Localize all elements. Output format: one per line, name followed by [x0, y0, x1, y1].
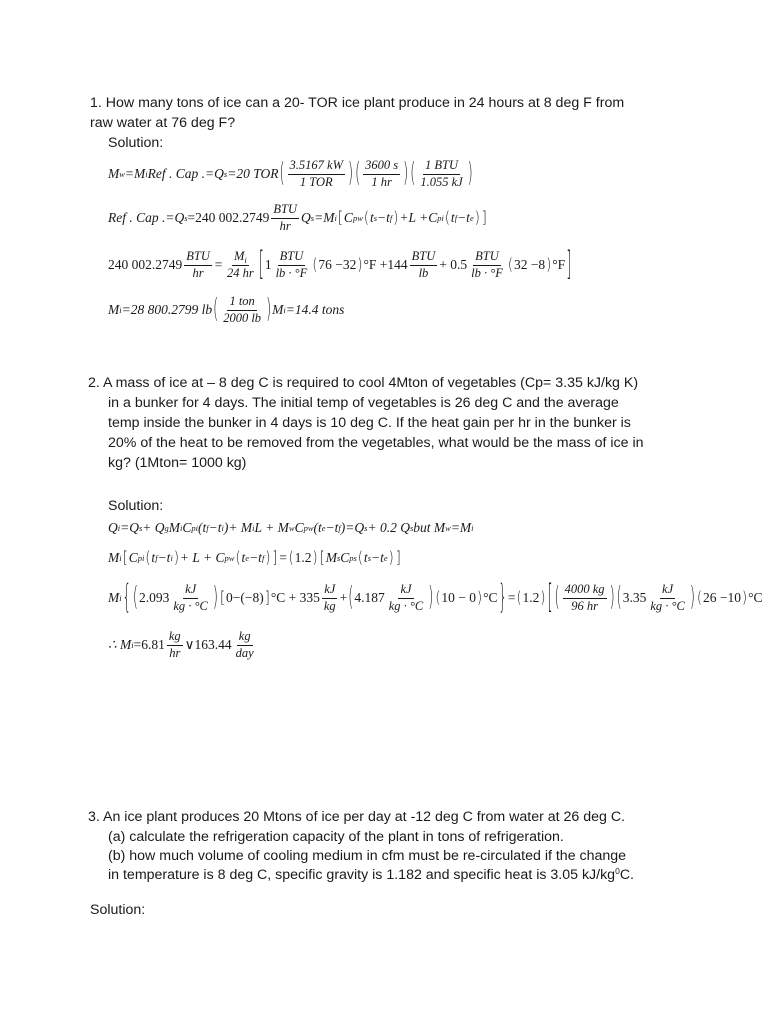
q3-solution-label: Solution: — [90, 902, 146, 918]
q2-text-line-5: kg? (1Mton= 1000 kg) — [108, 455, 247, 471]
q3-text-line-3: (b) how much volume of cooling medium in cfm must be re-circulated if the change — [108, 848, 627, 864]
q1-equation-2: Ref . Cap .=Q s =240 002.2749 $\frac{\text{BTU}}{hr}$ Q s =M i [ C pw ( t s −t f ) +L +C pi ( t f −t e ) ] — [108, 202, 487, 233]
q2-text-line-4: 20% of the heat to be removed from the vegetables, what would be the mass of ice in — [108, 435, 644, 451]
q1-equation-3: 240 002.2749 $\frac{\text{BTU}}{hr}$ = $\frac{M_i}{24 hr}$ [ 1 $\frac{\text{BTU}}{lb \cdot ^\circ F}$ ( 76 −32 ) °F +144 $\frac{\text{BTU}}{lb}$ + 0.5 $\frac{\text{BTU}}{lb \cdot ^\circ F}$ ( 32 −8 ) °F ] — [108, 246, 572, 284]
q2-equation-2: M i [ C pi ( t f −t i ) + L + C pw ( t e −t f ) ] = ( 1.2 ) [ M s C ps ( t s −t e ) ] — [108, 549, 401, 567]
q1-solution-label: Solution: — [108, 135, 164, 151]
q2-equation-3: M i { ( 2.093 $\frac{kJ}{kg \cdot ^\circ C}$ ) [ 0−(−8) ] °C + 335 $\frac{kJ}{kg}$ + ( 4.187 $\frac{kJ}{kg \cdot ^\circ C}$ ) ( 10 − 0 ) °C } = ( 1.2 ) [ ( $\frac{4000 kg}{96 hr}$ ) ( 3.35 $\frac{kJ}{kg \cdot ^\circ C}$ ) ( 26 −10 ) °C — [108, 579, 763, 617]
q2-text-line-2: in a bunker for 4 days. The initial temp of vegetables is 26 deg C and the average — [108, 395, 619, 411]
q3-text-line-4: in temperature is 8 deg C, specific gravity is 1.182 and specific heat is 3.05 $kJ/kg^0C$. — [108, 866, 634, 883]
q1-equation-4: M i =28 800.2799 lb ( $\frac{\text{1 ton}}{2000 lb}$ ) M i =14.4 tons — [108, 294, 345, 326]
q2-text-line-3: temp inside the bunker in 4 days is 10 deg C. If the heat gain per hr in the bunker is — [108, 415, 631, 431]
q1-equation-1: M w =M i Ref . Cap .=Q s =20 TOR ( $\frac{3.5167 kW}{\text{1 TOR}}$ ) ( $\frac{3600 s}{1 hr}$ ) ( $\frac{\text{1 BTU}}{1.055 kJ}$ ) — [108, 158, 473, 190]
q2-text-line-1: 2. A mass of ice at – 8 deg C is required to cool 4Mton of vegetables (Cp= 3.35 kJ/kg K) — [88, 375, 639, 391]
q2-equation-1: Q i =Q s + Q g M i C pi (t f −t i )+ M i L + M w C pw (t e −t f )=Q s + 0.2 Q s but M w =M i — [108, 520, 474, 535]
q2-equation-4: ∴ M i =6.81 $\frac{kg}{hr}$ ∨163.44 $\frac{kg}{\text{day}}$ — [108, 629, 254, 660]
q1-text-line-1: 1. How many tons of ice can a 20- TOR ice plant produce in 24 hours at 8 deg F from — [90, 95, 625, 111]
q2-solution-label: Solution: — [108, 498, 164, 514]
q1-text-line-2: raw water at 76 deg F? — [90, 115, 236, 131]
q3-text-line-2: (a) calculate the refrigeration capacity of the plant in tons of refrigeration. — [108, 829, 564, 845]
q3-text-line-1: 3. An ice plant produces 20 Mtons of ice per day at -12 deg C from water at 26 deg C. — [88, 809, 626, 825]
